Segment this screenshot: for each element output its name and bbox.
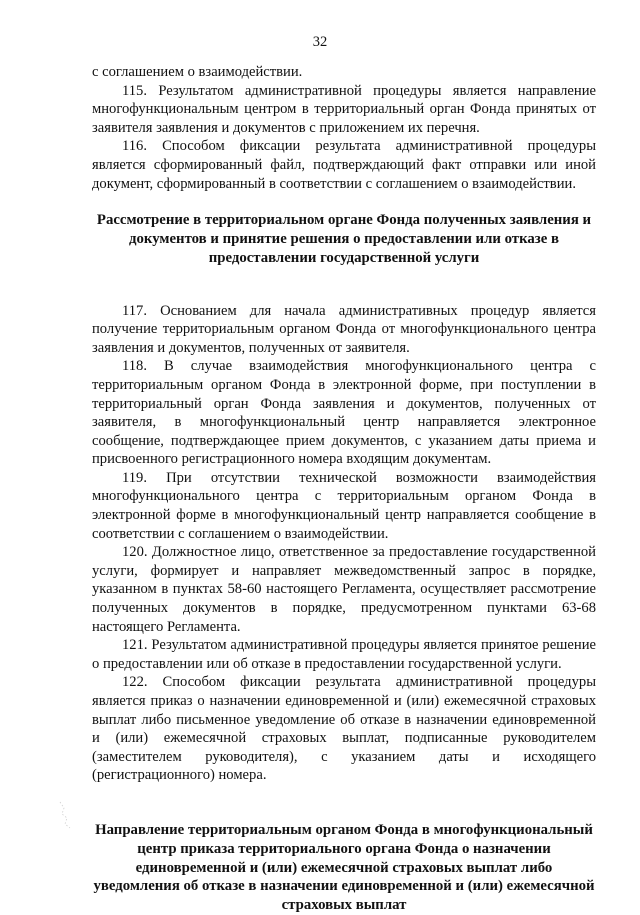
paragraph-115: 115. Результатом административной процедуры является направление многофункциональным центром в территориальный орган Фонда принятых от заявителя заявления и документов с приложением их перечня.	[92, 82, 596, 136]
paragraph-119: 119. При отсутствии технической возможности взаимодействия многофункционального центра с территориальным органом Фонда в электронной форме в многофункциональный центр направляется сообщение в соответствии с соглашением о взаимодействии.	[92, 469, 596, 542]
paragraph-118: 118. В случае взаимодействия многофункционального центра с территориальным органом Фонда в электронной форме, при поступлении в территориальный орган Фонда заявления и документов, полученных от заявителя, в многофункциональный центр направляется электронное сообщение, подтверждающее прием документов, с указанием даты приема и присвоенного регистрационного номера входящим документам.	[92, 358, 596, 468]
paragraph-116: 116. Способом фиксации результата административной процедуры является сформированный файл, подтверждающий факт отправки или иной документ, сформированный в соответствии с соглашением о взаимодействии.	[92, 138, 596, 192]
paragraph-120: 120. Должностное лицо, ответственное за предоставление государственной услуги, формирует и направляет межведомственный запрос в порядке, указанном в пунктах 58-60 настоящего Регламента, осуществляет рассмотрение полученных документов в порядке, предусмотренном пунктами 63-68 настоящего Регламента.	[92, 544, 596, 635]
document-body	[92, 63, 596, 915]
paragraph-121: 121. Результатом административной процедуры является принятое решение о предоставлении или об отказе в предоставлении государственной услуги.	[92, 637, 596, 672]
paragraph-117: 117. Основанием для начала административных процедур является получение территориальным органом Фонда от многофункционального центра заявления и документов, полученных от заявителя.	[92, 302, 596, 356]
paragraph-continuation: с соглашением о взаимодействии.	[92, 64, 303, 80]
scan-smudge-icon	[58, 800, 80, 830]
section-heading-transmission: Направление территориальным органом Фонда в многофункциональный центр приказа территориального органа Фонда о назначении единовременной и (или) ежемесячной страховых выплат либо уведомления об отказе в назначении единовременной и (или) ежемесячной страховых выплат	[93, 821, 595, 914]
page-number: 32	[312, 34, 328, 50]
section-heading-review: Рассмотрение в территориальном органе Фонда полученных заявления и документов и принятие решения о предоставлении или отказе в предоставлении государственной услуги	[96, 212, 592, 266]
paragraph-122: 122. Способом фиксации результата административной процедуры является приказ о назначении единовременной и (или) ежемесячной страховых выплат либо письменное уведомление об отказе в назначении единовременной и (или) ежемесячной страховых выплат, подписанные руководителем (заместителем руководителя), с указанием даты и исходящего (регистрационного) номера.	[92, 674, 596, 784]
scan-artifact	[58, 800, 80, 830]
